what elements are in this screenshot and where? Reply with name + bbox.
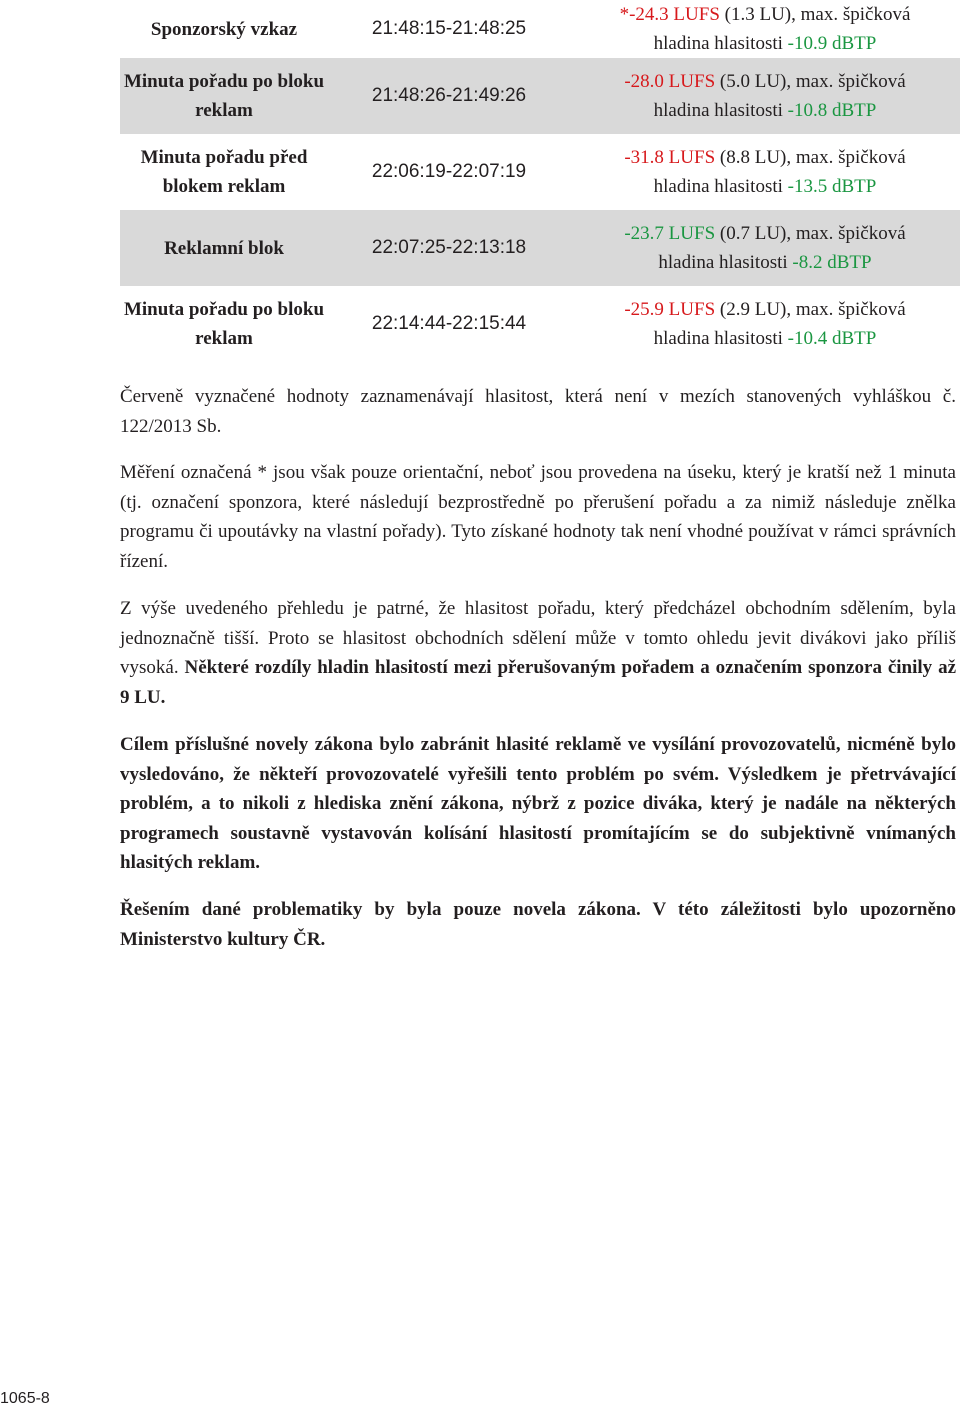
lufs-value: -25.9 LUFS <box>624 299 716 320</box>
peak-label: hladina hlasitosti <box>653 328 788 349</box>
lu-value: (0.7 LU), max. špičková <box>715 223 906 244</box>
peak-value: -8.2 dBTP <box>792 252 872 273</box>
peak-label: hladina hlasitosti <box>658 252 793 273</box>
table-row <box>120 58 960 134</box>
segment-value <box>570 67 960 125</box>
peak-value: -10.9 dBTP <box>787 33 877 54</box>
paragraph-amendment: Cílem příslušné novely zákona bylo zabránit hlasité reklamě ve vysílání provozovatelů, nicméně bylo vysledováno, že někteří provozovatelé vyřešili tento problém po svém. Výsledkem je přetrvávající problém, a to nikoli z hlediska znění zákona, nýbrž z pozice diváka, který je nadále na některých programech soustavně vystavován kolísání hlasitostí promítajícím se do subjektivně vnímaných hlasitých reklam. <box>120 734 956 873</box>
page-number: 1065-8 <box>0 1390 50 1407</box>
lu-value: (5.0 LU), max. špičková <box>715 71 906 92</box>
peak-value: -13.5 dBTP <box>787 176 877 197</box>
table-row <box>120 134 960 210</box>
peak-value: -10.4 dBTP <box>787 328 877 349</box>
segment-time: 22:07:25-22:13:18 <box>371 237 527 258</box>
overview-text: Z výše uvedeného přehledu je patrné, že hlasitost pořadu, který předcházel obchodním sdělením, byla jednoznačně tišší. Proto se hlasitost obchodních sdělení může v tomto ohledu jevit divákovi jako příliš vysoká. <box>120 598 956 678</box>
table-row <box>120 286 960 362</box>
lufs-value: *-24.3 LUFS <box>619 4 720 25</box>
table-row <box>120 0 960 58</box>
peak-label: hladina hlasitosti <box>653 33 788 54</box>
segment-time: 21:48:26-21:49:26 <box>371 85 527 106</box>
lu-value: (1.3 LU), max. špičková <box>719 4 911 25</box>
segment-time: 21:48:15-21:48:25 <box>371 18 527 39</box>
paragraph-overview <box>120 594 956 712</box>
lufs-value: -28.0 LUFS <box>624 71 716 92</box>
paragraph-measurement-note: Měření označená * jsou však pouze orientační, neboť jsou provedena na úseku, který je kratší než 1 minuta (tj. označení sponzora, které následují bezprostředně po přerušení pořadu a za nimiž následuje znělka programu či upoutávky na vlastní pořady). Tyto získané hodnoty tak není vhodné používat v rámci správních řízení. <box>120 462 956 572</box>
loudness-table <box>120 0 960 362</box>
segment-name: Minuta pořadu po bloku reklam <box>123 299 325 349</box>
segment-value <box>570 219 960 277</box>
lufs-value: -23.7 LUFS <box>624 223 716 244</box>
peak-label: hladina hlasitosti <box>653 100 788 121</box>
lu-value: (2.9 LU), max. špičková <box>715 299 906 320</box>
segment-name: Minuta pořadu po bloku reklam <box>123 71 325 121</box>
paragraph-red-values-note: Červeně vyznačené hodnoty zaznamenávají hlasitost, která není v mezích stanovených vyhláškou č. 122/2013 Sb. <box>120 386 956 437</box>
segment-name: Minuta pořadu před blokem reklam <box>140 147 308 197</box>
segment-name: Reklamní blok <box>164 237 284 259</box>
lufs-value: -31.8 LUFS <box>624 147 716 168</box>
overview-bold-text: Některé rozdíly hladin hlasitostí mezi přerušovaným pořadem a označením sponzora činily až 9 LU. <box>120 657 957 708</box>
segment-value <box>570 295 960 353</box>
segment-value <box>570 143 960 201</box>
segment-time: 22:06:19-22:07:19 <box>371 161 527 182</box>
table-row <box>120 210 960 286</box>
peak-value: -10.8 dBTP <box>787 100 877 121</box>
peak-label: hladina hlasitosti <box>653 176 788 197</box>
lu-value: (8.8 LU), max. špičková <box>715 147 906 168</box>
segment-value <box>570 0 960 58</box>
paragraph-solution: Řešením dané problematiky by byla pouze novela zákona. V této záležitosti bylo upozorněno Ministerstvo kultury ČR. <box>120 899 956 950</box>
segment-time: 22:14:44-22:15:44 <box>371 313 527 334</box>
segment-name: Sponzorský vzkaz <box>150 18 298 40</box>
